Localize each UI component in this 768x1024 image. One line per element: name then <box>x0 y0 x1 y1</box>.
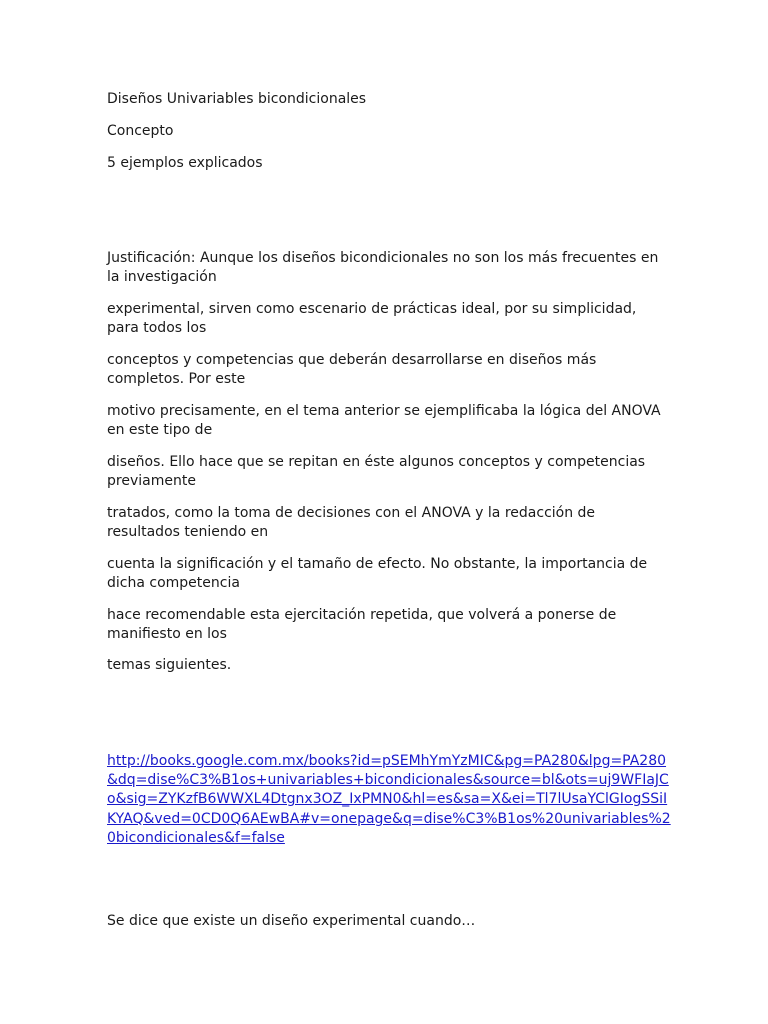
paragraph-1: Justificación: Aunque los diseños bicondicionales no son los más frecuentes en la investigación <box>107 250 659 285</box>
paragraph-7: cuenta la significación y el tamaño de efecto. No obstante, la importancia de dicha competencia <box>107 556 648 591</box>
document-title: Diseños Univariables bicondicionales <box>107 91 367 107</box>
paragraph-6: tratados, como la toma de decisiones con el ANOVA y la redacción de resultados teniendo en <box>107 505 596 540</box>
concept-heading: Concepto <box>107 123 174 139</box>
paragraph-8: hace recomendable esta ejercitación repetida, que volverá a ponerse de manifiesto en los <box>107 607 617 642</box>
paragraph-4: motivo precisamente, en el tema anterior se ejemplificaba la lógica del ANOVA en este tipo de <box>107 403 661 438</box>
closing-line: Se dice que existe un diseño experimental cuando… <box>107 913 476 929</box>
paragraph-5: diseños. Ello hace que se repitan en éste algunos conceptos y competencias previamente <box>107 454 646 489</box>
paragraph-9: temas siguientes. <box>107 657 232 673</box>
paragraph-3: conceptos y competencias que deberán desarrollarse en diseños más completos. Por este <box>107 352 597 387</box>
google-books-link[interactable]: http://books.google.com.mx/books?id=pSEMhYmYzMIC&pg=PA280&lpg=PA280&dq=dise%C3%B1os+univariables+bicondicionales&source=bl&ots=uj9WFIaJCo&sig=ZYKzfB6WWXL4Dtgnx3OZ_IxPMN0&hl=es&sa=X&ei=Tl7lUsaYClGIogSSiIKYAQ&ved=0CD0Q6AEwBA#v=onepage&q=dise%C3%B1os%20univariables%20bicondicionales&f=false <box>107 753 671 846</box>
examples-heading: 5 ejemplos explicados <box>107 155 263 171</box>
paragraph-2: experimental, sirven como escenario de prácticas ideal, por su simplicidad, para todos los <box>107 301 637 336</box>
